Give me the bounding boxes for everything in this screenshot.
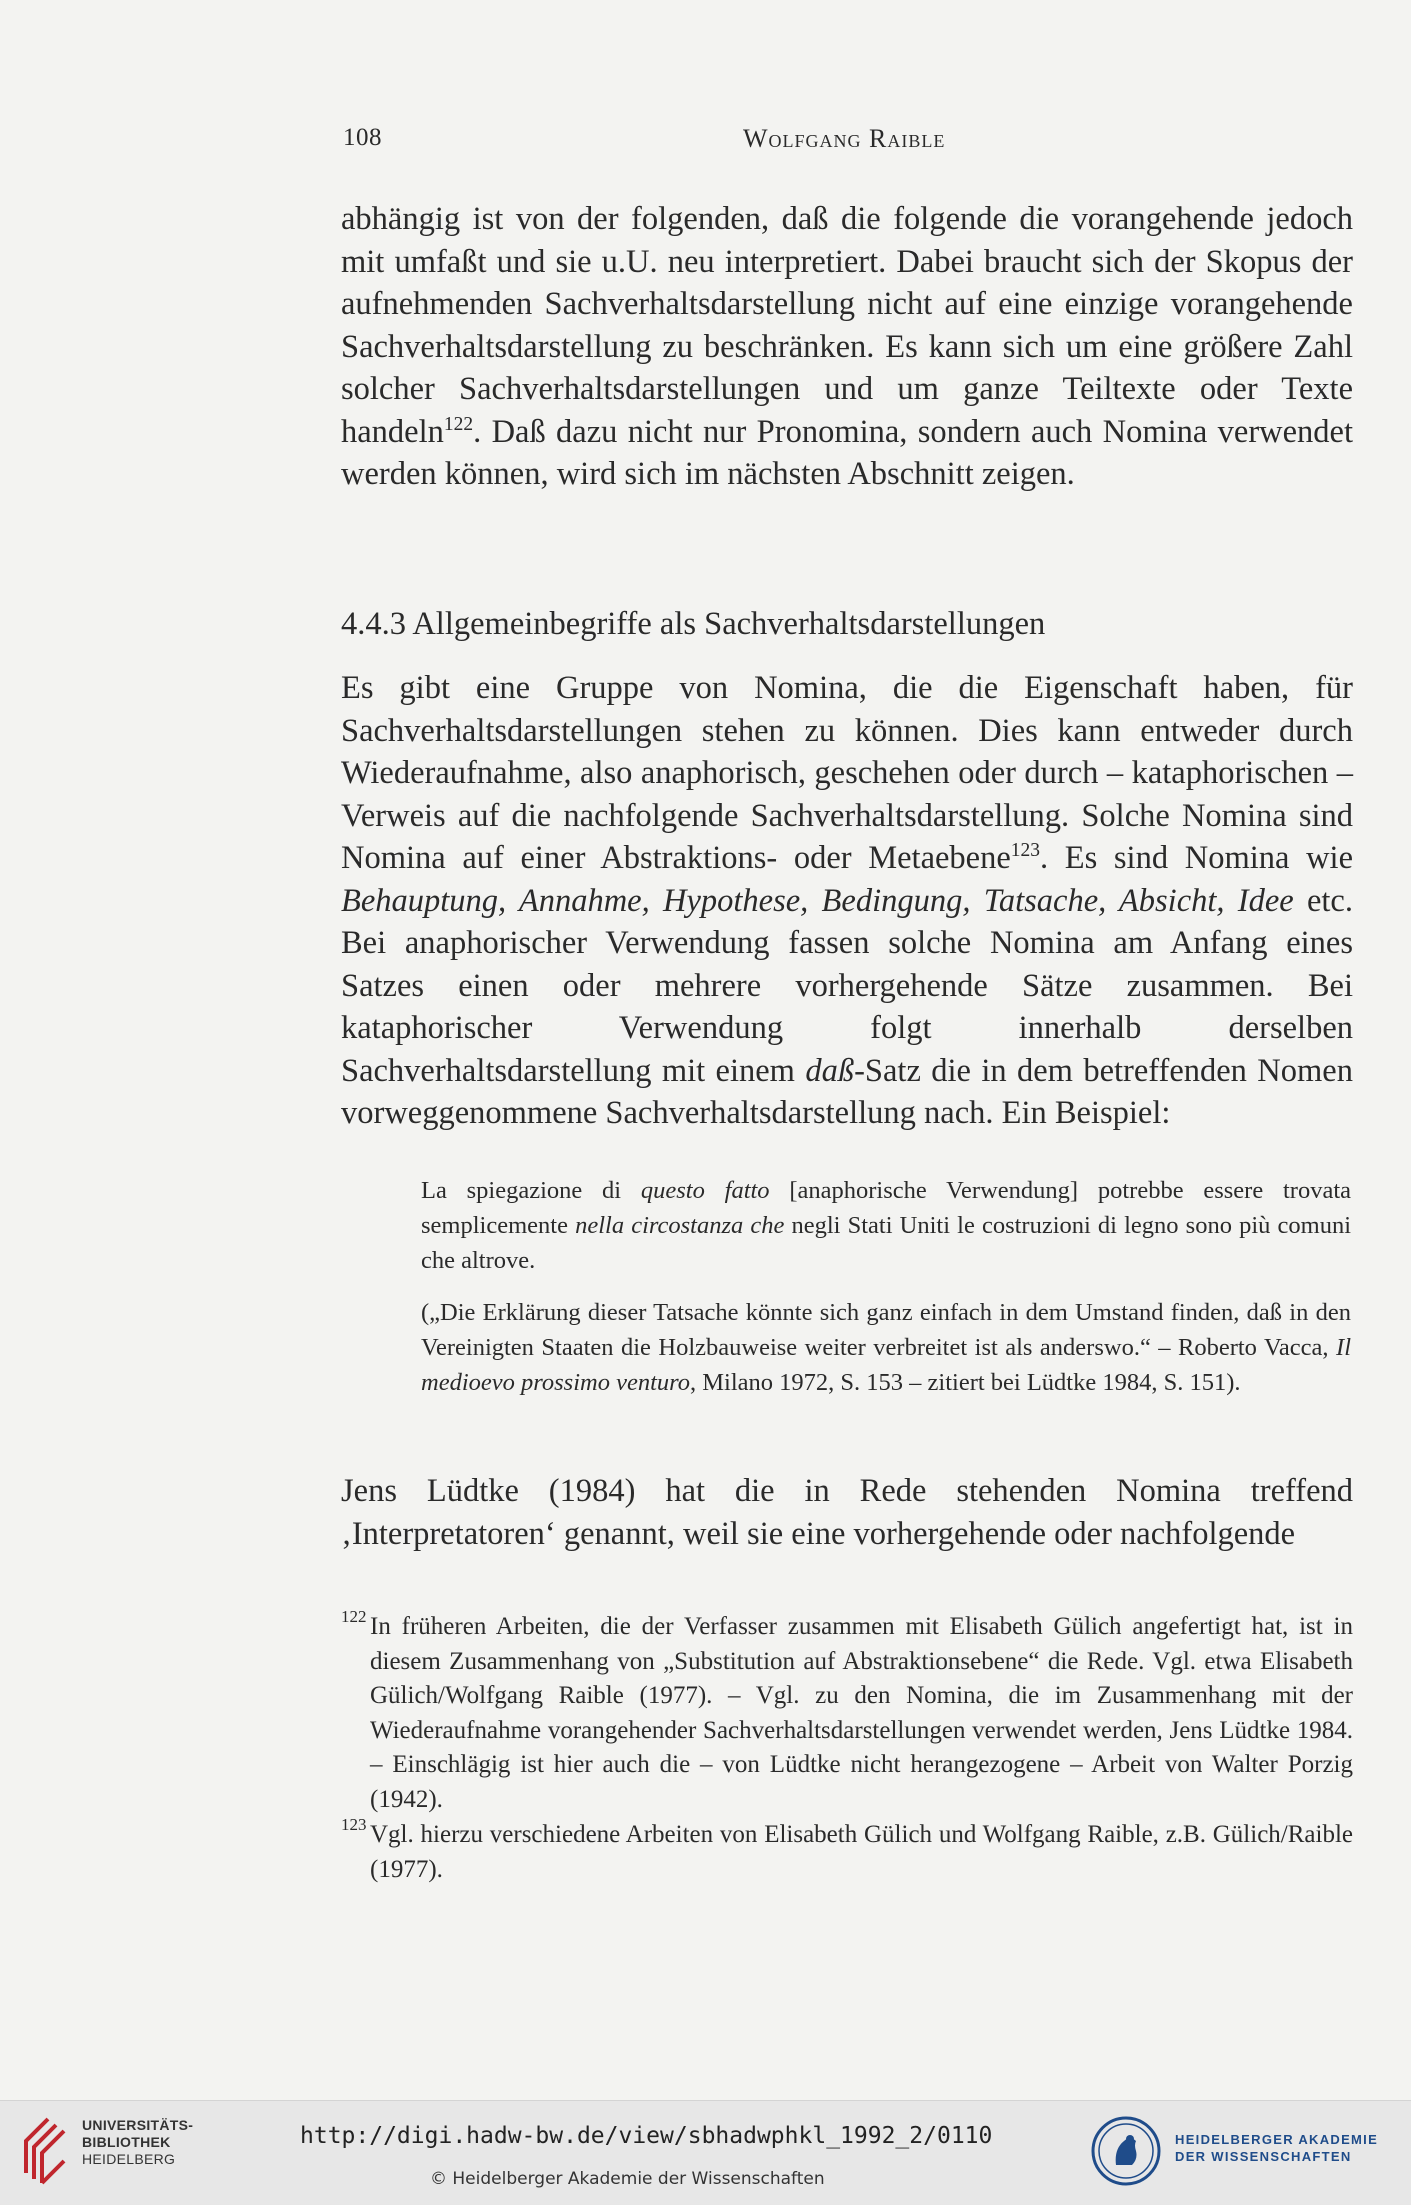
quote-german [421,1295,1351,1400]
quote-german-text-b: , Milano 1972, S. 153 – zitiert bei Lüdtke 1984, S. 151). [690,1369,1241,1396]
quote-german-text-a: („Die Erklärung dieser Tatsache könnte sich ganz einfach in dem Umstand finden, daß in den Vereinigten Staaten die Holzbauweise weiter verbreitet ist als anderswo.“ – Roberto Vacca, [421,1299,1351,1361]
running-head-author: Wolfgang Raible [743,124,946,153]
footnote-text: In früheren Arbeiten, die der Verfasser zusammen mit Elisabeth Gülich angefertigt hat, ist in diesem Zusammenhang von „Substitution auf Abstraktionsebene“ die Rede. Vgl. etwa Elisabeth Gülich/Wolfgang Raible (1977). – Vgl. zu den Nomina, die im Zusammenhang mit der Wiederaufnahme vorangehender Sachverhaltsdarstellungen verwendet werden, Jens Lüdtke 1984. – Einschlägig ist hier auch die – von Lüdtke nicht herangezogene – Arbeit von Walter Porzig (1942). [370,1613,1353,1813]
quote-italian-text-c: negli Stati Uniti le costruzioni di legno sono più comuni che altrove. [421,1212,1351,1274]
footnote-number: 122 [341,1607,367,1626]
paragraph-1-text-b: . Daß dazu nicht nur Pronomina, sondern auch Nomina verwendet werden können, wird sich im nächsten Abschnitt zeigen. [341,413,1353,492]
paragraph-1-text-a: abhängig ist von der folgenden, daß die folgende die vorangehende jedoch mit umfaßt und sie u.U. neu interpretiert. Dabei braucht sich der Skopus der aufnehmenden Sachverhaltsdarstellung nicht auf eine einzige vorangehende Sachverhaltsdarstellung zu beschränken. Es kann sich um eine größere Zahl solcher Sachverhaltsdarstellungen und um ganze Teiltexte oder Texte handeln [341,201,1353,450]
paragraph-2-text-a: Es gibt eine Gruppe von Nomina, die die Eigenschaft haben, für Sachverhaltsdarstellungen stehen zu können. Dies kann entweder durch Wiederaufnahme, also anaphorisch, geschehen oder durch – kataphorischen – Verweis auf die nachfolgende Sachverhaltsdarstellung. Solche Nomina sind Nomina auf einer Abstraktions- oder Metaebene [341,670,1353,876]
academy-name [1175,2131,1378,2165]
footnote-ref-122[interactable]: 122 [443,413,474,435]
paragraph-2-text-b: . Es sind Nomina wie [1040,840,1353,876]
university-library-name [82,2117,193,2168]
footnote-122 [341,1607,1353,1817]
quote-italian-text-b: [anaphorische Verwendung] potrebbe essere trovata semplicemente [421,1177,1351,1239]
library-line-1: UNIVERSITÄTS- [82,2117,194,2133]
paragraph-3: Jens Lüdtke (1984) hat die in Rede stehenden Nomina treffend ‚Interpretatoren‘ genannt, weil sie eine vorhergehende oder nachfolgende [341,1473,1353,1552]
paragraph-2-text-d: -Satz die in dem betreffenden Nomen vorweggenommene Sachverhaltsdarstellung nach. Ein Beispiel: [341,1052,1353,1131]
section-heading: 4.4.3 Allgemeinbegriffe als Sachverhaltsdarstellungen [341,606,1046,642]
footnote-text: Vgl. hierzu verschiedene Arbeiten von Elisabeth Gülich und Wolfgang Raible, z.B. Gülich/Raible (1977). [370,1821,1353,1883]
library-line-3: HEIDELBERG [82,2151,176,2167]
quote-italian-emph-a: questo fatto [640,1177,770,1204]
paragraph-2-dass: daß [805,1052,855,1089]
footnote-ref-123[interactable]: 123 [1010,840,1041,862]
copyright-notice: © Heidelberger Akademie der Wissenschaften [430,2169,825,2189]
academy-line-1: HEIDELBERGER AKADEMIE [1175,2132,1379,2147]
viewer-footer [0,2100,1411,2205]
library-line-2: BIBLIOTHEK [82,2134,171,2150]
academy-line-2: DER WISSENSCHAFTEN [1175,2149,1352,2164]
footnote-number: 123 [341,1815,367,1834]
page-number: 108 [343,124,382,151]
paragraph-2 [341,667,1353,1135]
permalink-url[interactable]: http://digi.hadw-bw.de/view/sbhadwphkl_1992_2/0110 [300,2123,993,2149]
footnote-123 [341,1815,1353,1887]
university-library-logo-icon[interactable] [18,2115,70,2185]
academy-seal-icon[interactable] [1090,2115,1162,2187]
paragraph-2-text-c: etc. Bei anaphorischer Verwendung fassen solche Nomina am Anfang eines Satzes einen oder mehrere vorhergehende Sätze zusammen. Bei kataphorischer Verwendung folgt innerhalb derselben Sachverhaltsdarstellung mit einem [341,882,1353,1089]
quote-italian-emph-b: nella circostanza che [575,1212,785,1239]
paragraph-1 [341,198,1353,496]
paragraph-2-examples: Behauptung, Annahme, Hypothese, Bedingung, Tatsache, Absicht, Idee [341,882,1294,919]
quote-italian-text-a: La spiegazione di [421,1177,641,1204]
quote-italian [421,1173,1351,1278]
quote-german-book-title: Il medioevo prossimo venturo [421,1334,1351,1396]
